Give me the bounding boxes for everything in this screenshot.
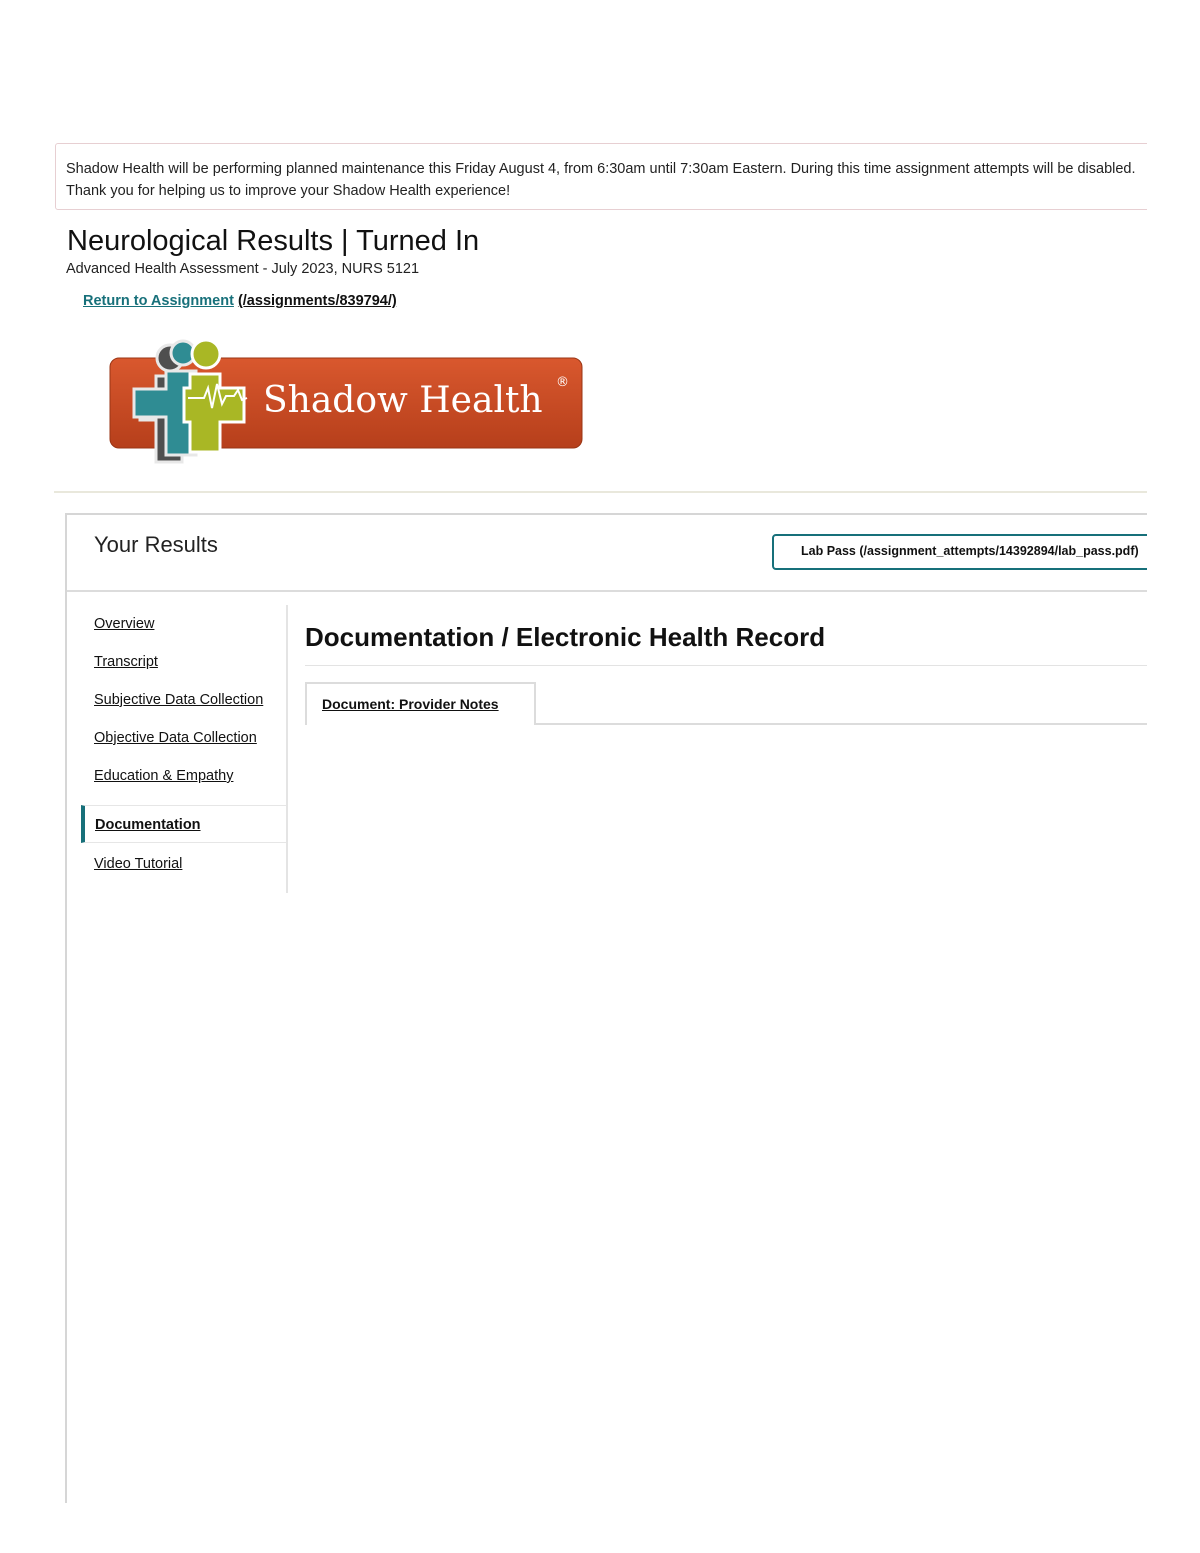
- lab-pass-button[interactable]: Lab Pass (/assignment_attempts/14392894/lab_pass.pdf): [772, 534, 1147, 570]
- results-title: Your Results: [94, 532, 218, 557]
- nav-item-subjective-data-collection[interactable]: Subjective Data Collection: [94, 692, 264, 708]
- logo-brand-text: Shadow Health: [263, 380, 543, 421]
- return-to-assignment-path: (/assignments/839794/): [237, 293, 397, 309]
- course-subtitle: Advanced Health Assessment - July 2023, NURS 5121: [66, 261, 420, 277]
- page-title: Neurological Results | Turned In: [67, 225, 480, 257]
- content-divider: [305, 665, 1147, 666]
- results-side-nav: [81, 605, 288, 893]
- shadow-health-logo: [108, 336, 586, 464]
- maintenance-banner: [55, 143, 1147, 210]
- nav-item-documentation[interactable]: Documentation: [81, 805, 286, 843]
- nav-item-transcript[interactable]: Transcript: [94, 654, 158, 670]
- header-divider: [54, 491, 1147, 493]
- maintenance-banner-text: Shadow Health will be performing planned maintenance this Friday August 4, from 6:30am until 7:30am Eastern. During this time assignment attempts will be disabled. Thank you for helping us to improve your Shadow Health experience!: [66, 161, 1136, 199]
- content-title: Documentation / Electronic Health Record: [305, 622, 826, 652]
- nav-item-overview[interactable]: Overview: [94, 616, 155, 632]
- nav-item-video-tutorial[interactable]: Video Tutorial: [94, 856, 183, 872]
- logo-registered-mark: ®: [556, 375, 569, 390]
- results-header: [67, 515, 1147, 592]
- results-panel: [65, 513, 1147, 1503]
- tab-document-provider-notes[interactable]: Document: Provider Notes: [305, 682, 536, 725]
- return-to-assignment-row: [83, 293, 397, 309]
- nav-item-education-empathy[interactable]: Education & Empathy: [94, 768, 234, 784]
- return-to-assignment-link[interactable]: Return to Assignment: [83, 293, 234, 309]
- nav-item-objective-data-collection[interactable]: Objective Data Collection: [94, 730, 257, 746]
